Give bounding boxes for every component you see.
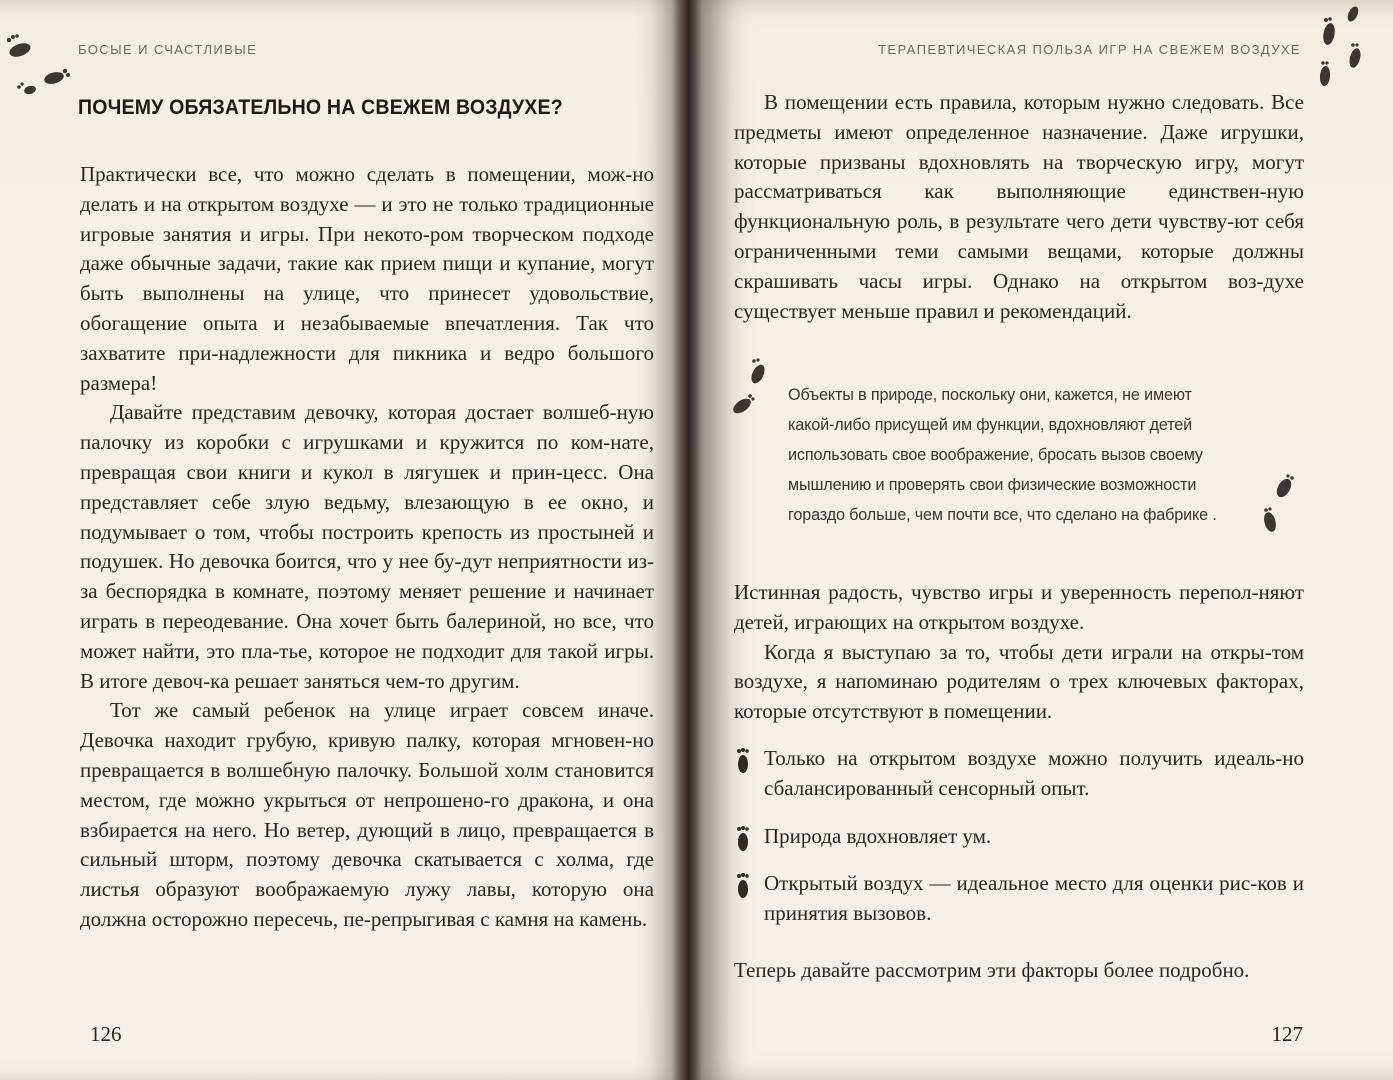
footprint-icon — [734, 748, 752, 774]
right-body — [734, 578, 1304, 727]
footprint-icon — [734, 873, 752, 899]
bullet-list — [734, 744, 1304, 929]
paragraph: Давайте представим девочку, которая достает волшеб-ную палочку из коробки с игрушками и кружится по ком-нате, превращая свои книги и кукол в лягушек и прин-цесс. Она представляет себе злую ведьму, влезающую в ее окно, и подумывает о том, чтобы построить крепость из простыней и подушек. Но девочка боится, что у нее бу-дут неприятности из-за беспорядка в комнате, поэтому меняет решение и начинает играть в переодевание. Она хочет быть балериной, но все, что может найти, это пла-тье, которое не подходит для такой игры. В итоге девоч-ка решает заняться чем-то другим. — [80, 400, 654, 693]
quote-line: Объекты в природе, поскольку они, кажется, не имеют — [788, 386, 1192, 404]
footprints-decoration-icon — [1313, 6, 1373, 96]
page-number-right: 127 — [1271, 1022, 1303, 1046]
paragraph: Истинная радость, чувство игры и уверенность перепол-няют детей, играющих на открытом воздухе. — [734, 580, 1304, 634]
quote-line: какой-либо присущей им функции, вдохновляют детей — [788, 416, 1193, 434]
footprint-icon — [734, 826, 752, 852]
bullet-text: Только на открытом воздухе можно получить идеаль-но сбалансированный сенсорный опыт. — [764, 746, 1304, 800]
running-head-left: БОСЫЕ И СЧАСТЛИВЫЕ — [78, 42, 258, 57]
bullet-text: Открытый воздух — идеальное место для оценки рис-ков и принятия вызовов. — [764, 871, 1304, 926]
paragraph: Практически все, что можно сделать в помещении, мож-но делать и на открытом воздухе — и это не только традиционные игровые занятия и игры. При некото-ром творческом подходе даже обычные задачи, такие как прием пищи и купание, могут быть выполнены на улице, что принесет удовольствие, обогащение опыта и незабываемые впечатления. Так что захватите при-надлежности для пикника и ведро большого размера! — [80, 162, 654, 395]
bullet-item — [734, 822, 1304, 852]
quote-line: гораздо больше, чем почти все, что сделано на фабрике . — [788, 506, 1217, 524]
paragraph: В помещении есть правила, которым нужно следовать. Все предметы имеют определенное назначение. Даже игрушки, которые призваны вдохновлять на творческую игру, могут рассматриваться как выполняющие единствен-ную функциональную роль, в результате чего дети чувству-ют себя ограниченными теми самыми вещами, которые должны скрашивать часы игры. Однако на открытом воз-духе существует меньше правил и рекомендаций. — [734, 90, 1304, 323]
footprints-decoration-icon — [728, 354, 770, 424]
book-gutter — [672, 0, 702, 1080]
quote-line: использовать свое воображение, бросать вызов своему — [788, 446, 1203, 464]
left-body — [80, 160, 654, 935]
running-head-right: ТЕРАПЕВТИЧЕСКАЯ ПОЛЬЗА ИГР НА СВЕЖЕМ ВОЗДУХЕ — [878, 42, 1301, 57]
quote-line: мышлению и проверять свои физические возможности — [788, 476, 1197, 494]
bullet-item — [734, 869, 1304, 929]
page-number-left: 126 — [90, 1022, 122, 1046]
right-intro — [734, 88, 1304, 326]
paragraph: Тот же самый ребенок на улице играет совсем иначе. Девочка находит грубую, кривую палку, которая мгновен-но превращается в волшебную палочку. Большой холм становится местом, где можно укрыться от непрошено-го дракона, и она взбирается на него. Но ветер, дующий в лицо, превращается в сильный шторм, поэтому девочка скатывается с холма, где листья образуют воображаемую лужу лавы, которую она должна осторожно пересечь, пе-репрыгивая с камня на камень. — [80, 698, 654, 931]
paragraph: Когда я выступаю за то, чтобы дети играли на откры-том воздухе, я напоминаю родителям о трех ключевых факторах, которые отсутствуют в помещении. — [734, 639, 1304, 724]
footprints-decoration-icon — [1254, 470, 1302, 542]
footprints-decoration-icon — [2, 30, 74, 100]
pull-quote — [788, 380, 1258, 530]
left-page — [0, 0, 688, 1080]
right-page — [688, 0, 1393, 1080]
right-closing — [734, 956, 1304, 986]
bullet-text: Природа вдохновляет ум. — [764, 823, 992, 848]
section-title: ПОЧЕМУ ОБЯЗАТЕЛЬНО НА СВЕЖЕМ ВОЗДУХЕ? — [78, 96, 563, 119]
bullet-item — [734, 744, 1304, 804]
paragraph: Теперь давайте рассмотрим эти факторы более подробно. — [734, 958, 1250, 982]
